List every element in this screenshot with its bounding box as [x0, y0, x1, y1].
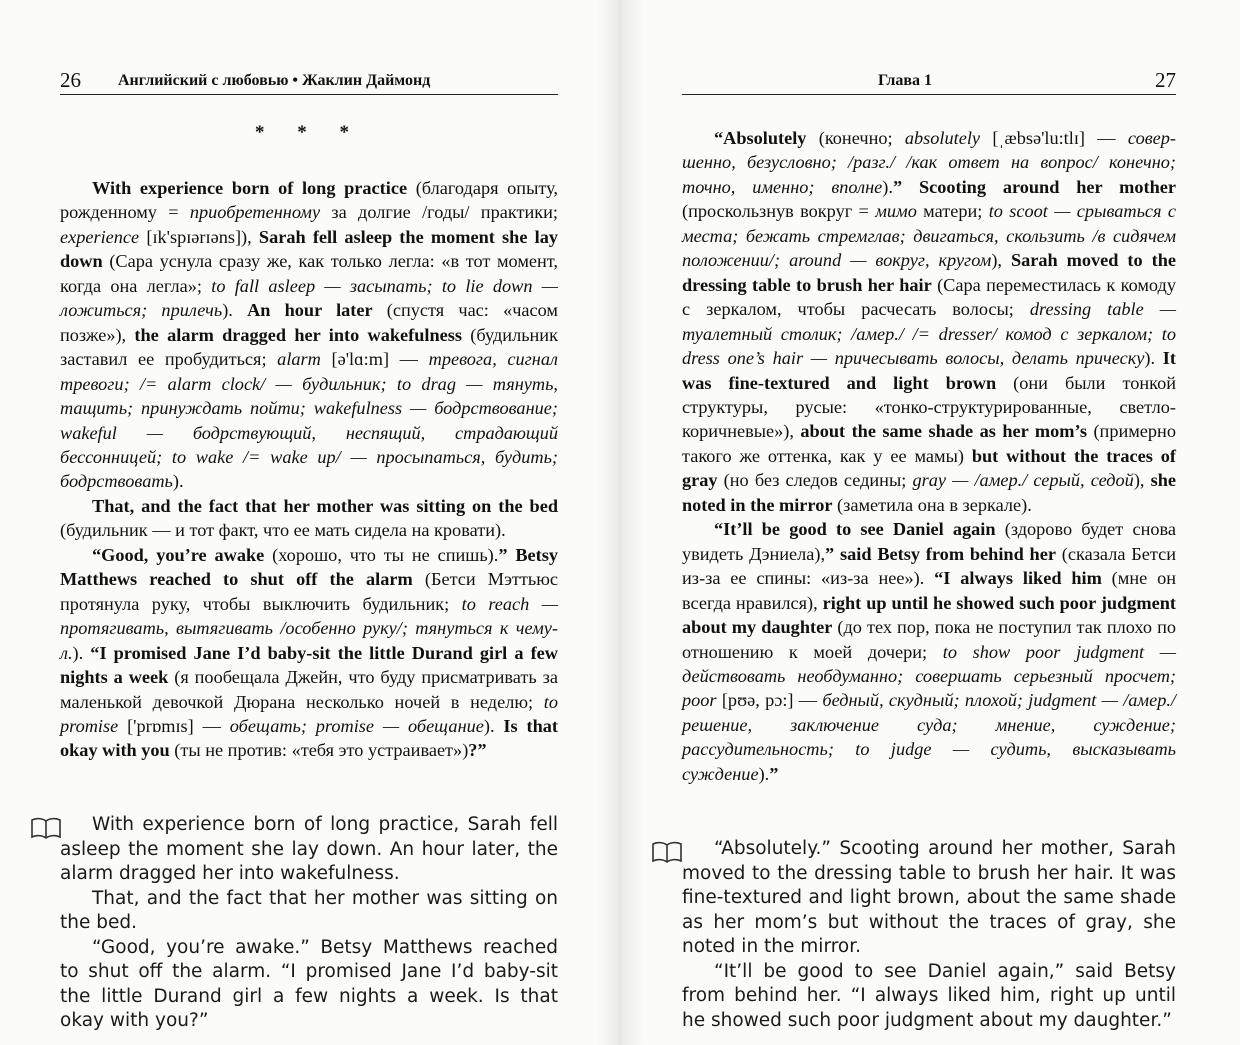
english-original-text	[60, 813, 558, 1034]
running-title: Глава 1	[878, 72, 932, 89]
annotated-paragraph: That, and the fact that her mother was sitting on the bed (будильник — и тот факт, что ее мать сидела на кровати).	[60, 495, 558, 541]
annotated-paragraph: “Good, you’re awake (хорошо, что ты не спишь).” Betsy Matthews reached to shut off the alarm (Бетси Мэттьюс протянула руку, чтобы выключить будильник; to reach — протягивать, вытягивать /особенно руку/; тянуться к чему-л.). “I promised Jane I’d baby-sit the little Durand girl a few nights a week (я пообещала Джейн, что буду присматривать за маленькой девочкой Дюрана несколько ночей в неделю; to promise ['prɒmɪs] — обещать; promise — обещание). Is that okay with you (ты не против: «тебя это устраивает»)?”	[60, 544, 559, 761]
annotated-paragraph: “It’ll be good to see Daniel again (здорово будет снова увидеть Дэниела),” said Betsy from behind her (сказала Бетси из-за ее спины: «из-за нее»). “I always liked him (мне он всегда нравился), right up until he showed such poor judgment about my daughter (до тех пор, пока не поступил так плохо по отношению к моей дочери; to show poor judgment — действовать необдуманно; совершать серьезный просчет; poor [pʊə, pɔ:] — бедный, скудный; плохой; judgment — /амер./ решение, заключение суда; мнение, суждение; рассудительность; to judge — судить, высказывать суждение).”	[682, 519, 1176, 784]
running-title: Английский с любовью • Жаклин Даймонд	[118, 72, 431, 89]
english-original-text	[682, 837, 1176, 1033]
page-number: 26	[60, 68, 81, 92]
english-paragraph: With experience born of long practice, Sarah fell asleep the moment she lay down. An hour later, the alarm dragged her into wakefulness.	[60, 814, 558, 884]
open-book-icon	[31, 817, 61, 839]
left-page	[60, 0, 558, 1045]
running-header	[60, 66, 558, 95]
english-paragraph: “It’ll be good to see Daniel again,” said Betsy from behind her. “I always liked him, right up until he showed such poor judgment about my daughter.”	[682, 960, 1176, 1031]
right-page	[682, 0, 1176, 1045]
english-paragraph: “Good, you’re awake.” Betsy Matthews reached to shut off the alarm. “I promised Jane I’d baby-sit the little Durand girl a few nights a week. Is that okay with you?”	[60, 936, 558, 1031]
page-number: 27	[1155, 68, 1176, 92]
running-header	[682, 66, 1176, 95]
english-paragraph: “Absolutely.” Scooting around her mother, Sarah moved to the dressing table to brush her hair. It was fine-textured and light brown, about the same shade as her mom’s but without the traces of gray, she noted in the mirror.	[682, 838, 1176, 957]
annotated-paragraph: With experience born of long practice (благодаря опыту, рожденному = приобретенному за долгие /годы/ практики; experience [ɪk'spɪərɪəns]), Sarah fell asleep the moment she lay down (Сара уснула сразу же, как только легла: «в тот момент, когда она легла»; to fall asleep — засыпать; to lie down — ложиться; прилечь). An hour later (спустя час: «часом позже»), the alarm dragged her into wakefulness (будильник заставил ее пробудиться; alarm [ə'lɑ:m] — тревога, сигнал тревоги; /= alarm clock/ — будильник; to drag — тянуть, тащить; принуждать пойти; wakefulness — бодрствование; wakeful — бодрствующий, неспящий, страдающий бессонницей; to wake /= wake up/ — просыпаться, будить; бодрствовать).	[60, 178, 559, 492]
section-separator: * * *	[255, 122, 363, 143]
open-book-icon	[652, 841, 682, 863]
book-gutter	[596, 0, 644, 1045]
annotated-paragraph: “Absolutely (конечно; absolutely [ˌæbsə'lu:tlɪ] — совершенно, безусловно; /разг./ /как ответ на вопрос/ конечно; точно, именно; вполне).” Scooting around her mother (проскользнув вокруг = мимо матери; to scoot — срываться с места; бежать стремглав; двигаться, скользить /в сидячем положении/; around — вокруг, кругом), Sarah moved to the dressing table to brush her hair (Сара переместилась к комоду с зеркалом, чтобы расчесать волосы; dressing table — туалетный столик; /амер./ /= dresser/ комод с зеркалом; to dress one’s hair — причесывать волосы, делать прическу). It was fine-textured and light brown (они были тонкой структуры, русые: «тонко-структурированные, светло-коричневые»), about the same shade as her mom’s (примерно такого же оттенка, как у ее мамы) but without the traces of gray (но без следов седины; gray — /амер./ серый, седой), she noted in the mirror (заметила она в зеркале).	[682, 128, 1177, 515]
english-paragraph: That, and the fact that her mother was sitting on the bed.	[60, 887, 558, 933]
russian-annotated-text	[682, 126, 1176, 786]
russian-annotated-text	[60, 176, 558, 763]
